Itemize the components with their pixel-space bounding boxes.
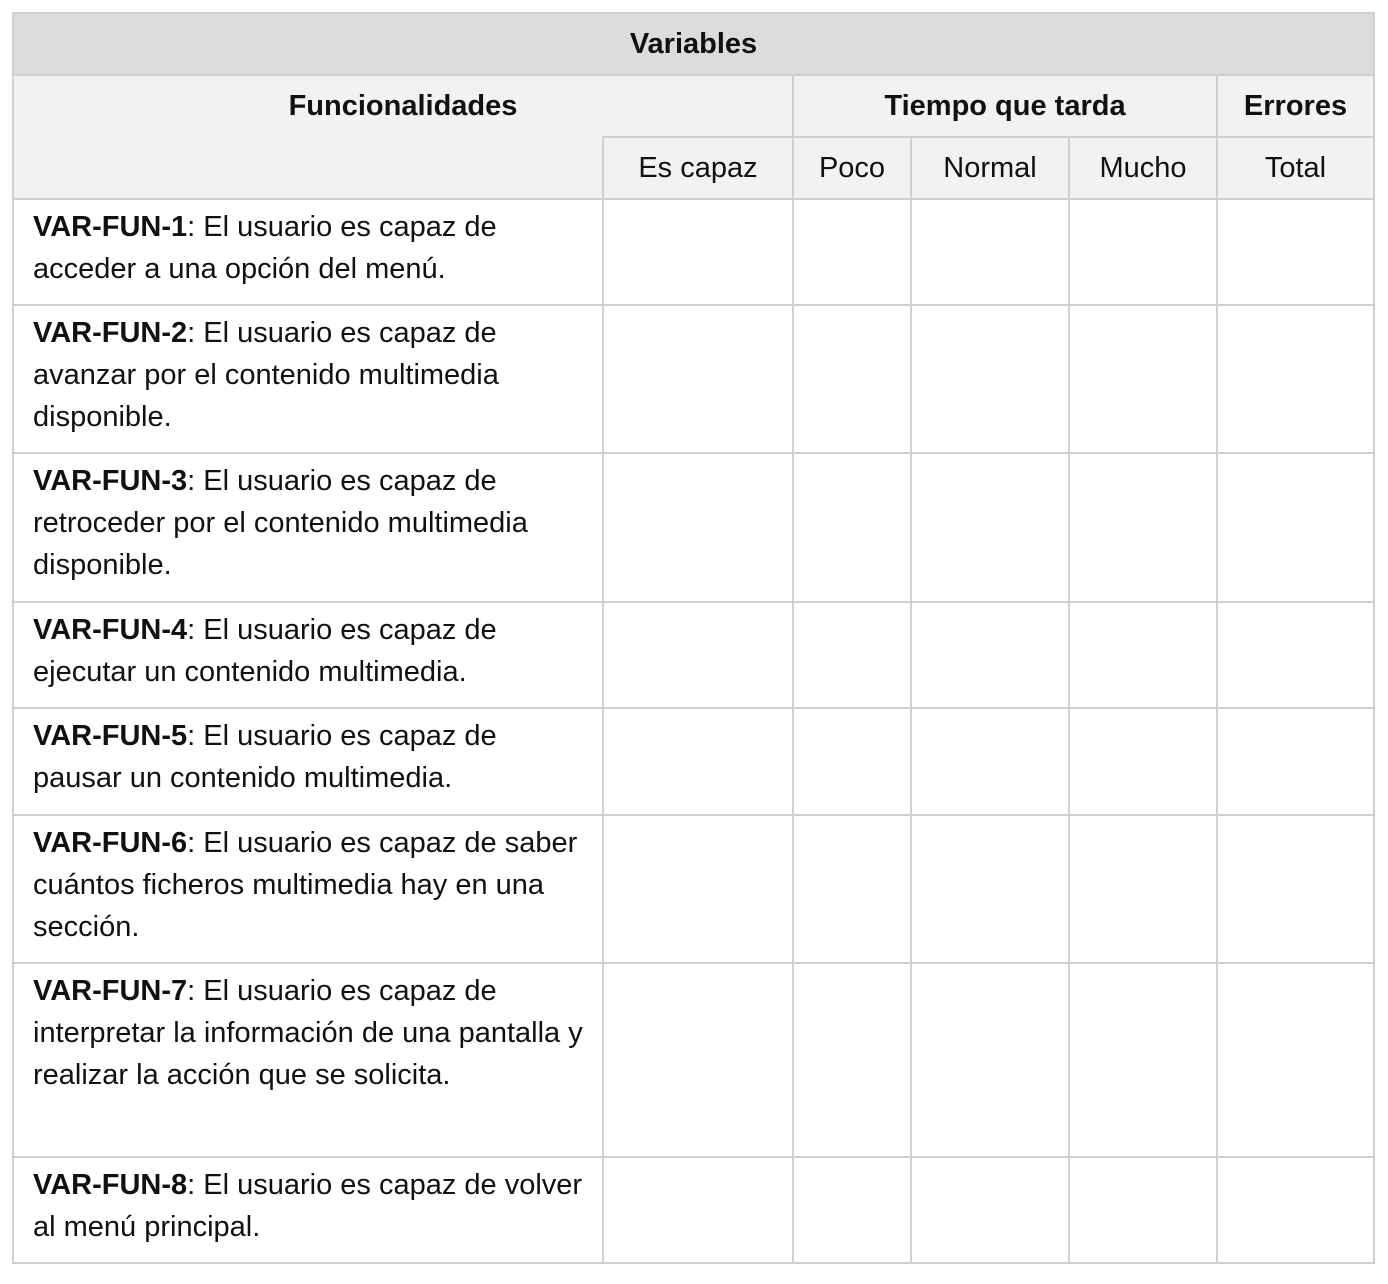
row-text: : El usuario es capaz de interpretar la información de una pantalla y realizar la acción que se solicita. — [33, 975, 583, 1091]
cell-poco[interactable] — [793, 708, 911, 815]
variables-table — [12, 12, 1375, 1264]
table-row — [13, 708, 1374, 815]
table-row — [13, 1157, 1374, 1263]
row-text: : El usuario es capaz de volver al menú principal. — [33, 1169, 583, 1243]
table-row — [13, 305, 1374, 453]
row-code: VAR-FUN-8 — [33, 1169, 188, 1201]
row-code: VAR-FUN-5 — [33, 720, 188, 752]
cell-total[interactable] — [1217, 199, 1374, 305]
row-description — [13, 305, 603, 453]
subheader-normal: Normal — [911, 137, 1069, 199]
row-code: VAR-FUN-6 — [33, 827, 188, 859]
cell-normal[interactable] — [911, 815, 1069, 963]
cell-mucho[interactable] — [1069, 1157, 1217, 1263]
cell-es-capaz[interactable] — [603, 305, 793, 453]
cell-es-capaz[interactable] — [603, 1157, 793, 1263]
cell-total[interactable] — [1217, 305, 1374, 453]
row-text: : El usuario es capaz de ejecutar un contenido multimedia. — [33, 614, 497, 688]
cell-normal[interactable] — [911, 1157, 1069, 1263]
table-row — [13, 199, 1374, 305]
cell-poco[interactable] — [793, 963, 911, 1157]
cell-es-capaz[interactable] — [603, 453, 793, 602]
cell-normal[interactable] — [911, 708, 1069, 815]
cell-es-capaz[interactable] — [603, 199, 793, 305]
subheader-es-capaz: Es capaz — [603, 137, 793, 199]
subheader-mucho: Mucho — [1069, 137, 1217, 199]
cell-poco[interactable] — [793, 602, 911, 708]
cell-es-capaz[interactable] — [603, 963, 793, 1157]
cell-mucho[interactable] — [1069, 602, 1217, 708]
cell-total[interactable] — [1217, 453, 1374, 602]
cell-es-capaz[interactable] — [603, 602, 793, 708]
cell-mucho[interactable] — [1069, 815, 1217, 963]
cell-mucho[interactable] — [1069, 963, 1217, 1157]
row-text: : El usuario es capaz de retroceder por el contenido multimedia disponible. — [33, 465, 528, 581]
table-row — [13, 815, 1374, 963]
row-description — [13, 602, 603, 708]
cell-normal[interactable] — [911, 963, 1069, 1157]
table-row — [13, 963, 1374, 1157]
cell-total[interactable] — [1217, 602, 1374, 708]
row-description — [13, 963, 603, 1157]
cell-mucho[interactable] — [1069, 199, 1217, 305]
header-errores: Errores — [1217, 75, 1374, 137]
cell-total[interactable] — [1217, 815, 1374, 963]
header-tiempo-que-tarda: Tiempo que tarda — [793, 75, 1217, 137]
cell-mucho[interactable] — [1069, 708, 1217, 815]
row-description — [13, 708, 603, 815]
cell-es-capaz[interactable] — [603, 815, 793, 963]
row-code: VAR-FUN-4 — [33, 614, 188, 646]
cell-total[interactable] — [1217, 1157, 1374, 1263]
cell-normal[interactable] — [911, 602, 1069, 708]
row-description — [13, 1157, 603, 1263]
row-text: : El usuario es capaz de pausar un contenido multimedia. — [33, 720, 497, 794]
row-code: VAR-FUN-7 — [33, 975, 188, 1007]
header-blank — [13, 137, 603, 199]
cell-poco[interactable] — [793, 1157, 911, 1263]
cell-normal[interactable] — [911, 305, 1069, 453]
cell-total[interactable] — [1217, 963, 1374, 1157]
cell-es-capaz[interactable] — [603, 708, 793, 815]
row-code: VAR-FUN-1 — [33, 211, 188, 243]
cell-poco[interactable] — [793, 815, 911, 963]
row-text: : El usuario es capaz de avanzar por el contenido multimedia disponible. — [33, 317, 499, 433]
cell-mucho[interactable] — [1069, 305, 1217, 453]
subheader-poco: Poco — [793, 137, 911, 199]
row-description — [13, 199, 603, 305]
row-description — [13, 815, 603, 963]
row-text: : El usuario es capaz de saber cuántos ficheros multimedia hay en una sección. — [33, 827, 578, 943]
cell-normal[interactable] — [911, 453, 1069, 602]
table-title: Variables — [13, 13, 1374, 75]
row-text: : El usuario es capaz de acceder a una opción del menú. — [33, 211, 497, 285]
cell-mucho[interactable] — [1069, 453, 1217, 602]
cell-total[interactable] — [1217, 708, 1374, 815]
table-row — [13, 602, 1374, 708]
cell-poco[interactable] — [793, 199, 911, 305]
row-code: VAR-FUN-3 — [33, 465, 188, 497]
row-description — [13, 453, 603, 602]
header-funcionalidades: Funcionalidades — [13, 75, 793, 137]
cell-poco[interactable] — [793, 453, 911, 602]
table-row — [13, 453, 1374, 602]
cell-normal[interactable] — [911, 199, 1069, 305]
cell-poco[interactable] — [793, 305, 911, 453]
subheader-total: Total — [1217, 137, 1374, 199]
row-code: VAR-FUN-2 — [33, 317, 188, 349]
